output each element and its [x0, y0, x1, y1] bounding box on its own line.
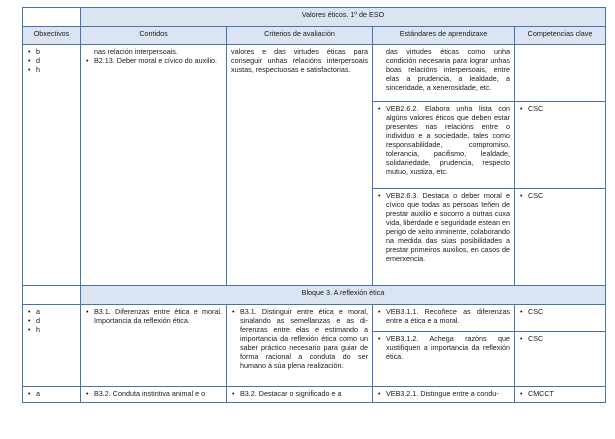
block-title: Bloque 3. A reflexión ética: [81, 286, 606, 305]
objective-item: • d: [27, 316, 76, 325]
criteria-cell: [227, 387, 373, 403]
content-item: • B2.13. Deber moral e cívico do auxilio.: [85, 56, 222, 65]
table-row: [23, 45, 606, 102]
content-item: • B3.2. Conduta instintiva animal e o: [85, 389, 222, 398]
standard-cell: [373, 102, 515, 189]
criteria-cell: [227, 305, 373, 387]
blank-header-cell: [23, 286, 81, 305]
curriculum-table: [22, 7, 606, 403]
blank-header-cell: [23, 8, 81, 27]
standard-item: • VEB3.1.1. Recoñece as diferenzas entre a ética e a moral.: [377, 307, 510, 325]
header-objectives: Obxectivos: [23, 27, 81, 45]
header-contents: Contidos: [81, 27, 227, 45]
standard-cell: [373, 387, 515, 403]
competence-item: • CSC: [519, 104, 601, 113]
objective-item: • a: [27, 307, 76, 316]
competence-cell: [515, 387, 606, 403]
objectives-cell: [23, 305, 81, 387]
criteria-item: • B3.1. Distinguir entre ética e moral, sinalando as semellanzas e as diferenzas entre elas e estimando a importancia da reflexión ética como un saber práctico necesario para guiar de forma racional a conduta do ser humano á súa plena realización.: [231, 307, 368, 370]
header-criteria: Criterios de avaliación: [227, 27, 373, 45]
competence-cell: [515, 189, 606, 286]
standard-item: • VEB3.2.1. Distingue entre a condu-: [377, 389, 510, 398]
content-continuation: nas relación interpersoais.: [94, 47, 178, 56]
competence-cell: [515, 45, 606, 102]
objective-item: • b: [27, 47, 76, 56]
criteria-item: • B3.2. Destacar o significado e a: [231, 389, 368, 398]
competence-cell: [515, 305, 606, 332]
competence-item: • CSC: [519, 191, 601, 200]
objective-item: • d: [27, 56, 76, 65]
contents-cell: [81, 387, 227, 403]
competence-cell: [515, 332, 606, 387]
contents-cell: [81, 45, 227, 286]
content-item: • B3.1. Diferenzas entre ética e moral. Importancia da reflexión ética.: [85, 307, 222, 325]
header-standards: Estándares de aprendizaxe: [373, 27, 515, 45]
standard-cell: [373, 45, 515, 102]
standard-item: • VEB3.1.2. Achega razóns que xustifiquen a importancia da reflexión ética.: [377, 334, 510, 361]
standard-cell: [373, 305, 515, 332]
header-competences: Competencias clave: [515, 27, 606, 45]
standard-continuation: das virtudes éticas como unha condición necesaria para lograr unhas boas relacións interpersoais, entre elas a prudencia, a lealdade, a sinceridade, a xenerosidade, etc.: [386, 47, 510, 92]
objective-item: • a: [27, 389, 76, 398]
criteria-text: valores e das virtudes éticas para conseguir unhas relacións interpersoais xustas, respectuosas e satisfactorias.: [231, 47, 368, 74]
course-title: Valores éticos. 1º de ESO: [81, 8, 606, 27]
standard-cell: [373, 189, 515, 286]
competence-item: • CSC: [519, 307, 601, 316]
objectives-cell: [23, 45, 81, 286]
competence-cell: [515, 102, 606, 189]
contents-cell: [81, 305, 227, 387]
objective-item: • h: [27, 325, 76, 334]
competence-item: • CMCCT: [519, 389, 601, 398]
objectives-cell: [23, 387, 81, 403]
standard-item: • VEB2.6.2. Elabora unha lista con algúns valores éticos que deben estar presentes nas relacións entre o individuo e a sociedade, tales como responsabilidade, compromiso, tolerancia, pacifismo, lealdade, solidariedade, prudencia, respecto mutuo, xustiza, etc.: [377, 104, 510, 176]
standard-cell: [373, 332, 515, 387]
standard-item: • VEB2.6.3. Destaca o deber moral e cívico que todas as persoas teñen de prestar auxilio e socorro a outras cuxa vida, liberdade e seguridade estean en perigo de xeito inminente, colaborando na medida das súas posibilidades a prestar primeiros auxilios, en casos de emerxencia.: [377, 191, 510, 263]
objective-item: • h: [27, 65, 76, 74]
table-row: [23, 305, 606, 332]
table-row: [23, 387, 606, 403]
criteria-cell: [227, 45, 373, 286]
competence-item: • CSC: [519, 334, 601, 343]
